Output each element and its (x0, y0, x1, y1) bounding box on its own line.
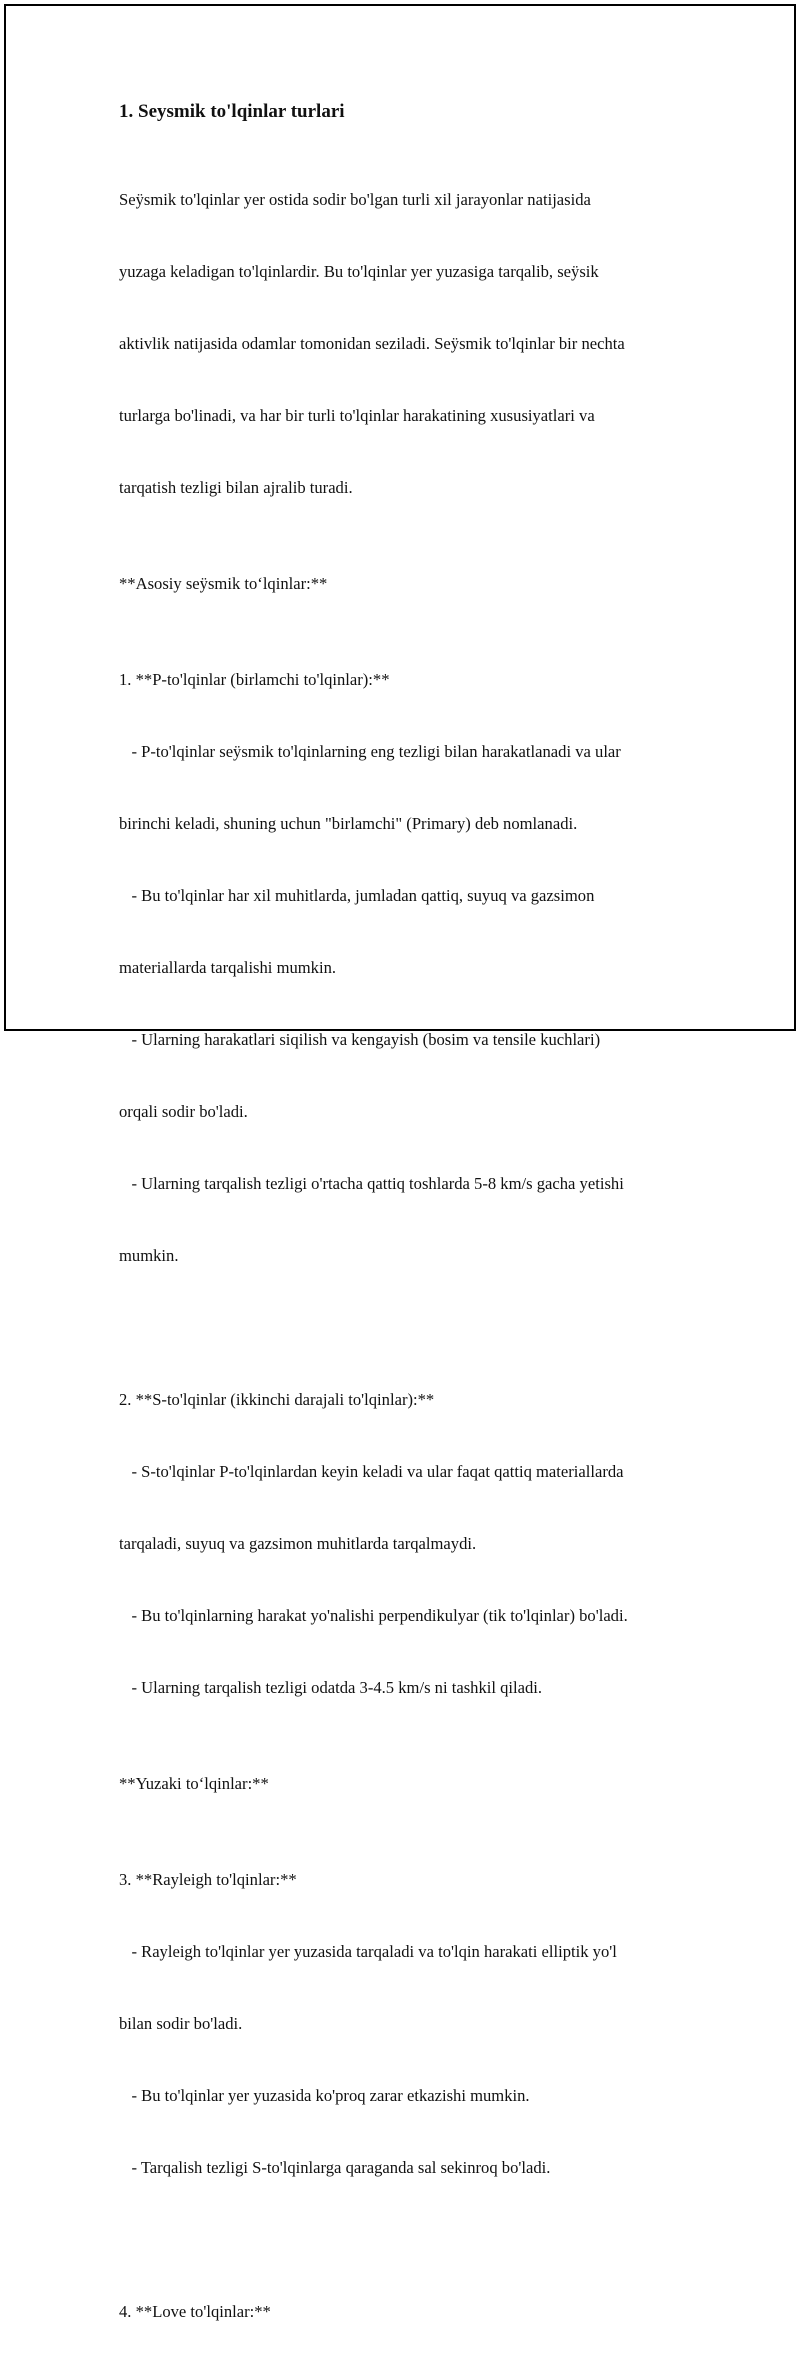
list-item-love-waves (119, 2252, 699, 2372)
text-line: - Bu to'lqinlarning harakat yo'nalishi perpendikulyar (tik to'lqinlar) bo'ladi. (119, 1606, 628, 1625)
text-line: - Bu to'lqinlar yer yuzasida ko'proq zarar etkazishi mumkin. (119, 2086, 530, 2105)
spacer (119, 1796, 699, 1820)
text-line: yuzaga keladigan to'lqinlardir. Bu to'lqinlar yer yuzasiga tarqalib, seÿsik (119, 262, 599, 281)
text-line: tarqaladi, suyuq va gazsimon muhitlarda tarqalmaydi. (119, 1534, 477, 1553)
text-line: - Bu to'lqinlar har xil muhitlarda, jumladan qattiq, suyuq va gazsimon (119, 886, 595, 905)
text-line: tarqatish tezligi bilan ajralib turadi. (119, 478, 353, 497)
spacer (119, 1748, 699, 1772)
text-line: - Ularning harakatlari siqilish va kengayish (bosim va tensile kuchlari) (119, 1030, 601, 1049)
spacer (119, 596, 699, 620)
page-title: 1. Seysmik to'lqinlar turlari (119, 101, 345, 122)
spacer (119, 548, 699, 572)
document-body (119, 100, 699, 2372)
text-line: - P-to'lqinlar seÿsmik to'lqinlarning eng tezligi bilan harakatlanadi va ular (119, 742, 621, 761)
text-line: - Rayleigh to'lqinlar yer yuzasida tarqaladi va to'lqin harakati elliptik yo'l (119, 1942, 617, 1961)
text-line: mumkin. (119, 1246, 179, 1265)
text-line: Seÿsmik to'lqinlar yer ostida sodir bo'lgan turli xil jarayonlar natijasida (119, 190, 591, 209)
list-item-p-waves (119, 620, 699, 1316)
text-line: aktivlik natijasida odamlar tomonidan seziladi. Seÿsmik to'lqinlar bir nechta (119, 334, 625, 353)
text-line: 3. **Rayleigh to'lqinlar:** (119, 1870, 297, 1889)
list-item-s-waves (119, 1340, 699, 1748)
list-item-rayleigh-waves (119, 1820, 699, 2228)
section-heading-body-waves: **Asosiy seÿsmik to‘lqinlar:** (119, 574, 328, 593)
text-line: materiallarda tarqalishi mumkin. (119, 958, 337, 977)
text-line: - Ularning tarqalish tezligi odatda 3-4.5 km/s ni tashkil qiladi. (119, 1678, 543, 1697)
text-line: turlarga bo'linadi, va har bir turli to'lqinlar harakatining xususiyatlari va (119, 406, 595, 425)
section-heading-surface-waves: **Yuzaki to‘lqinlar:** (119, 1774, 269, 1793)
spacer (119, 1316, 699, 1340)
text-line: 1. **P-to'lqinlar (birlamchi to'lqinlar):** (119, 670, 390, 689)
text-line: - Ularning tarqalish tezligi o'rtacha qattiq toshlarda 5-8 km/s gacha yetishi (119, 1174, 624, 1193)
text-line: birinchi keladi, shuning uchun "birlamchi" (Primary) deb nomlanadi. (119, 814, 578, 833)
document-page (4, 4, 796, 2321)
intro-paragraph (119, 140, 699, 548)
text-line: 2. **S-to'lqinlar (ikkinchi darajali to'lqinlar):** (119, 1390, 435, 1409)
text-line: - S-to'lqinlar P-to'lqinlardan keyin keladi va ular faqat qattiq materiallarda (119, 1462, 624, 1481)
text-line: orqali sodir bo'ladi. (119, 1102, 248, 1121)
text-line: - Tarqalish tezligi S-to'lqinlarga qaraganda sal sekinroq bo'ladi. (119, 2158, 551, 2177)
text-line: 4. **Love to'lqinlar:** (119, 2302, 271, 2321)
spacer (119, 2228, 699, 2252)
text-line: bilan sodir bo'ladi. (119, 2014, 243, 2033)
